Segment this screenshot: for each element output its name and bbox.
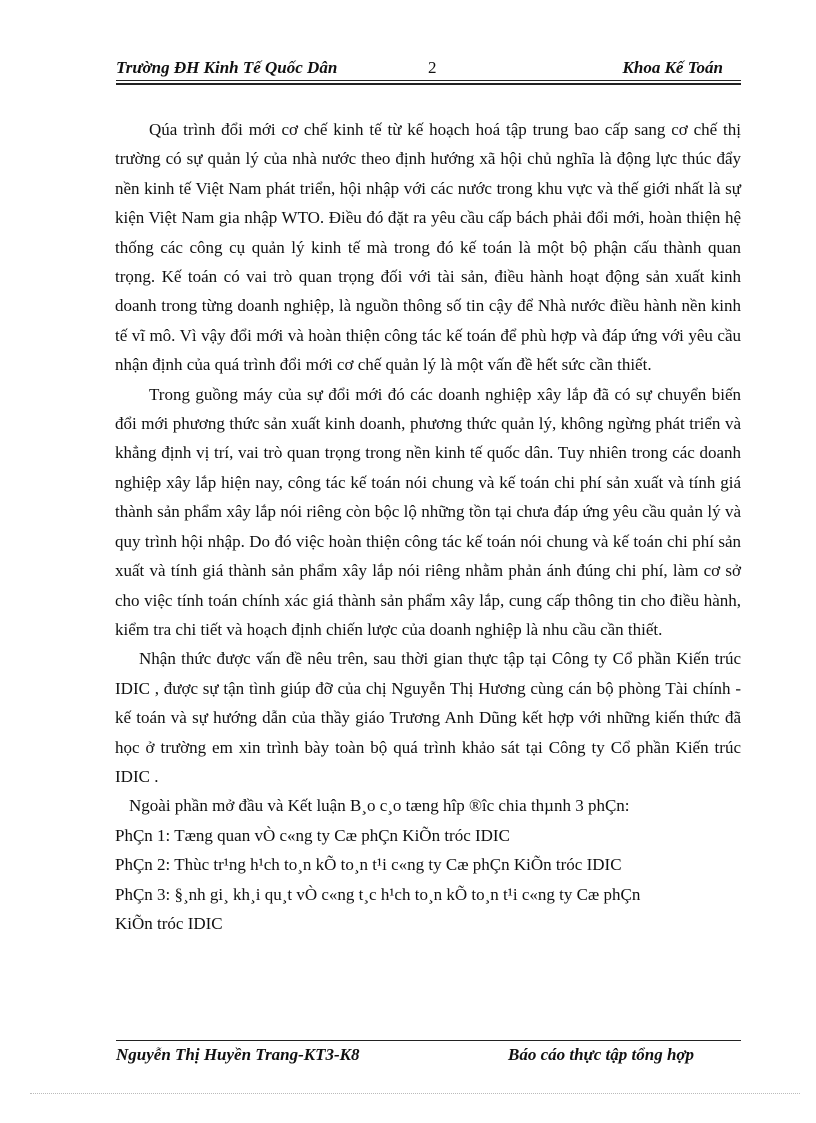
intro-line: Ngoài phần mở đầu và Kết luận B¸o c¸o tæng hîp ®îc chia thµnh 3 phÇn: <box>129 796 630 816</box>
page-bottom-edge <box>30 1093 800 1094</box>
part-1-line: PhÇn 1: Tæng quan vÒ c«ng ty Cæ phÇn KiÕn tróc IDIC <box>115 825 510 845</box>
header-page-number: 2 <box>428 58 437 77</box>
part-3-line: PhÇn 3: §¸nh gi¸ kh¸i qu¸t vÒ c«ng t¸c h¹ch to¸n kÕ to¸n t¹i c«ng ty Cæ phÇn <box>115 884 641 904</box>
part-2-line: PhÇn 2: Thùc tr¹ng h¹ch to¸n kÕ to¸n t¹i c«ng ty Cæ phÇn KiÕn tróc IDIC <box>115 855 622 875</box>
paragraph-1: Qúa trình đổi mới cơ chế kinh tế từ kế hoạch hoá tập trung bao cấp sang cơ chế thị trường có sự quản lý của nhà nước theo định hướng xã hội chủ nghĩa là động lực thúc đẩy nền kinh tế Việt Nam phát triển, hội nhập với các nước trong khu vực và thế giới nhất là sự kiện Việt Nam gia nhập WTO. Điều đó đặt ra yêu cầu cấp bách phải đổi mới, hoàn thiện hệ thống các công cụ quản lý kinh tế mà trong đó kế toán là một bộ phận cấu thành quan trọng. Kế toán có vai trò quan trọng đối với tài sản, điều hành hoạt động sản xuất kinh doanh trong từng doanh nghiệp, là nguồn thông số tin cậy để Nhà nước điều hành nền kinh tế vĩ mô. Vì vậy đổi mới và hoàn thiện công tác kế toán để phù hợp và đáp ứng với yêu cầu nhận định của quá trình đổi mới cơ chế quản lý là một vấn đề hết sức cần thiết. <box>115 120 741 375</box>
part-3-line-continued: KiÕn tróc IDIC <box>115 913 223 933</box>
page-footer <box>116 1045 741 1069</box>
header-divider-thick <box>116 83 741 85</box>
footer-divider <box>116 1040 741 1041</box>
document-body <box>115 115 741 938</box>
footer-author: Nguyễn Thị Huyền Trang-KT3-K8 <box>116 1045 360 1064</box>
paragraph-2: Trong guồng máy của sự đổi mới đó các doanh nghiệp xây lắp đã có sự chuyển biến đổi mới phương thức sản xuất kinh doanh, phương thức quản lý, không ngừng phát triển và khẳng định vị trí, vai trò quan trọng trong nền kinh tế quốc dân. Tuy nhiên trong các doanh nghiệp xây lắp hiện nay, công tác kế toán nói chung và kế toán chi phí sản xuất và tính giá thành sản phẩm xây lắp nói riêng còn bộc lộ những tồn tại chưa đáp ứng yêu cầu quản lý và quy trình hội nhập. Do đó việc hoàn thiện công tác kế toán nói chung và kế toán chi phí sản xuất và tính giá thành sản phẩm xây lắp nói riêng nhằm phản ánh đúng chi phí, làm cơ sở cho việc tính toán chính xác giá thành sản phẩm xây lắp, cung cấp thông tin cho điều hành, kiểm tra chi tiết và hoạch định chiến lược của doanh nghiệp là nhu cầu cần thiết. <box>115 384 741 639</box>
paragraph-3: Nhận thức được vấn đề nêu trên, sau thời gian thực tập tại Công ty Cổ phần Kiến trúc IDIC , được sự tận tình giúp đỡ của chị Nguyễn Thị Hương cùng cán bộ phòng Tài chính - kế toán và sự hướng dẫn của thầy giáo Trương Anh Dũng kết hợp với những kiến thức đã học ở trường em xin trình bày toàn bộ quá trình khảo sát tại Công ty Cổ phần Kiến trúc IDIC . <box>115 649 741 786</box>
header-school: Trường ĐH Kinh Tế Quốc Dân <box>116 58 338 77</box>
header-divider <box>116 80 741 81</box>
header-department: Khoa Kế Toán <box>622 58 723 77</box>
page-header <box>116 58 741 82</box>
footer-report-title: Báo cáo thực tập tổng hợp <box>508 1045 695 1064</box>
